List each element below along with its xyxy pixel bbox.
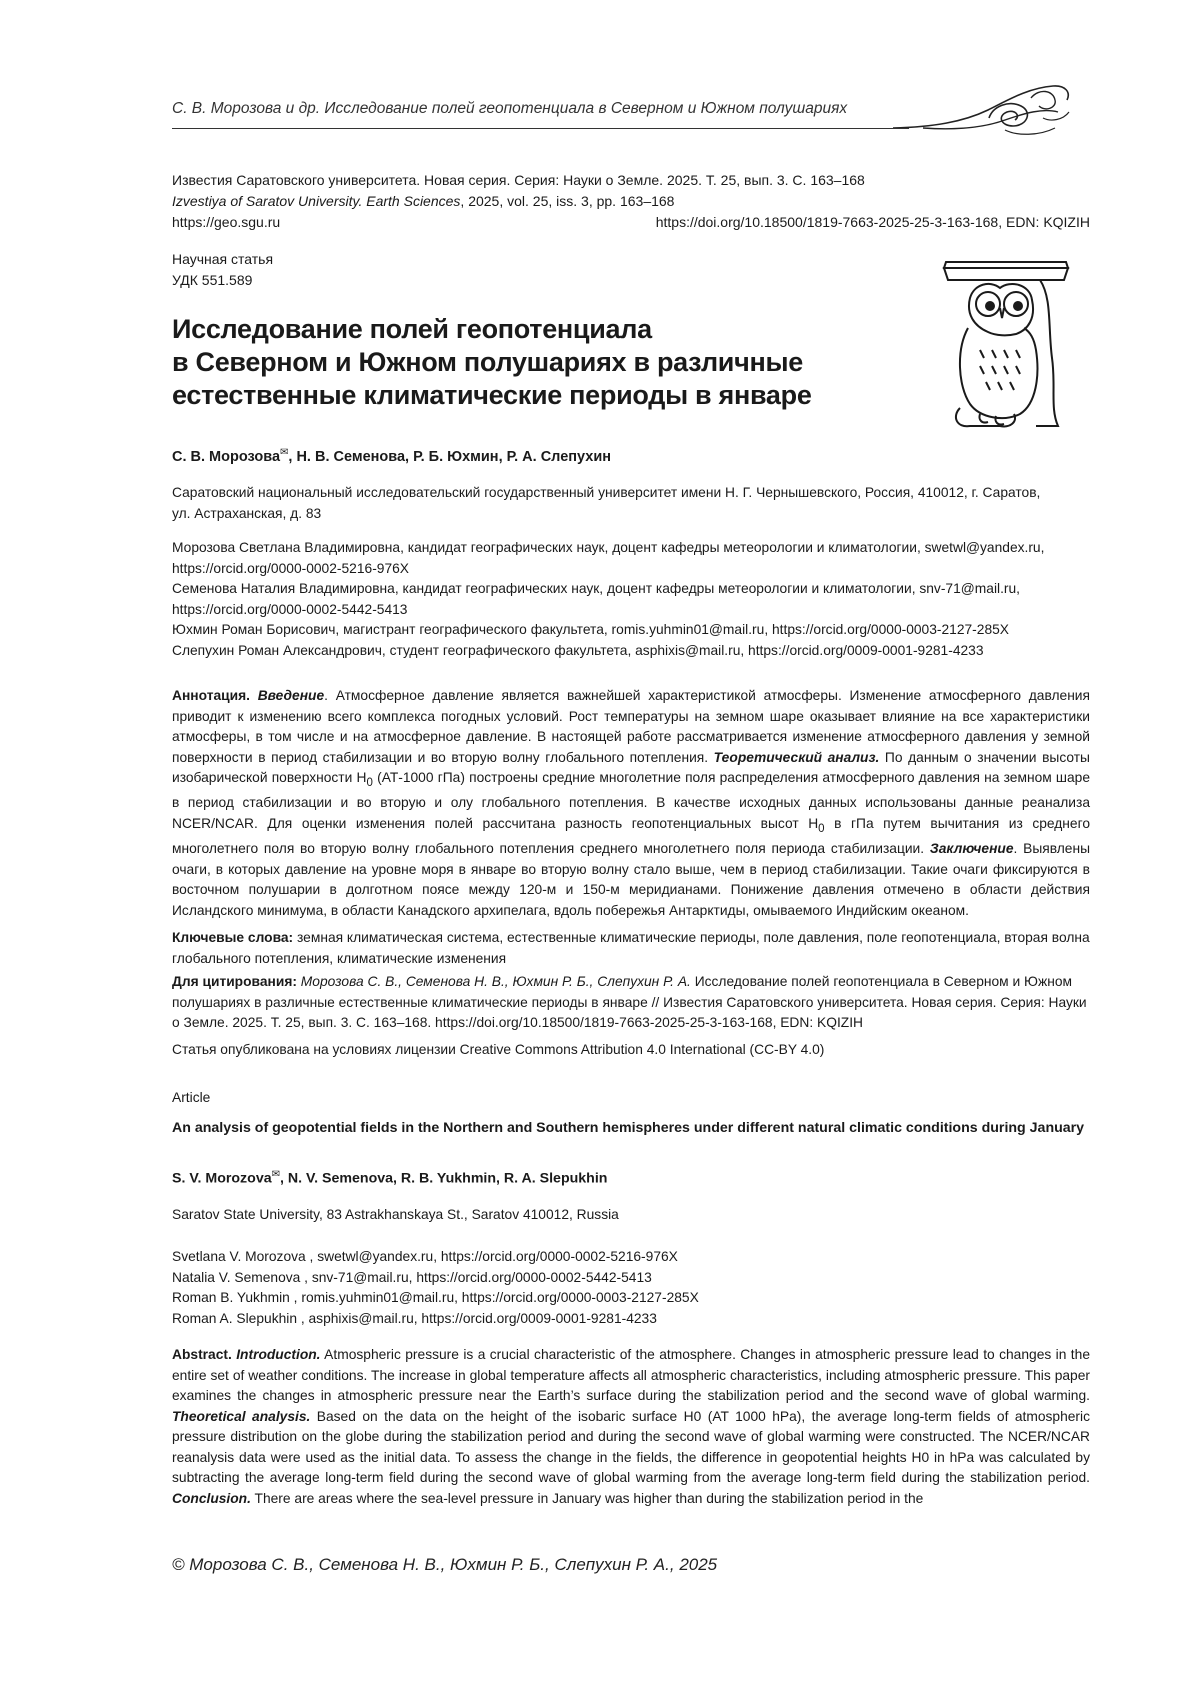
- abstract-ru-label: Аннотация.: [172, 688, 250, 703]
- ornament-icon: [893, 78, 1071, 140]
- udk: УДК 551.589: [172, 270, 273, 291]
- license: Статья опубликована на условиях лицензии Creative Commons Attribution 4.0 International (CC-BY 4.0): [172, 1040, 1090, 1061]
- authors-ru: [172, 447, 611, 465]
- intro-text-ru: . Атмосферное давление является важнейшей характеристикой атмосферы. Изменение атмосферного давления приводит к изменению всего комплекса погодных условий. Рост температуры на земном шаре оказывает влияние на все характеристики атмосферы, в том числе и на атмосферное давление. В настоящей работе рассматривается изменение атмосферного давления у земной поверхности в период стабилизации и во вторую волну глобального потепления.: [172, 688, 1090, 765]
- author-info-line: https://orcid.org/0000-0002-5442-5413: [172, 600, 1090, 621]
- intro-text-en: Atmospheric pressure is a crucial characteristic of the atmosphere. Changes in atmospheric pressure lead to changes in the entire set of weather conditions. The increase in global temperature affects all atmospheric characteristics, including atmospheric pressure. This paper examines the changes in atmospheric pressure near the Earth’s surface during the stabilization period and the second wave of global warming.: [172, 1347, 1090, 1403]
- author-info-en-line: Svetlana V. Morozova , swetwl@yandex.ru, https://orcid.org/0000-0002-5216-976X: [172, 1247, 1090, 1268]
- author-info-line: Слепухин Роман Александрович, студент географического факультета, asphixis@mail.ru, https://orcid.org/0009-0001-9281-4233: [172, 641, 1090, 662]
- ru-source: Известия Саратовского университета. Новая серия. Серия: Науки о Земле. 2025. Т. 25, вып. 3. С. 163–168: [172, 170, 1090, 191]
- article-label-en: Article: [172, 1088, 1090, 1109]
- citation-ru-authors: Морозова С. В., Семенова Н. В., Юхмин Р. Б., Слепухин Р. А.: [297, 974, 691, 989]
- affiliation-ru-line-1: Саратовский национальный исследовательский государственный университет имени Н. Г. Чернышевского, Россия, 410012, г. Саратов,: [172, 483, 1090, 504]
- theory-text-ru-a: По данным о значении высоты изобарической поверхности H: [172, 750, 1090, 786]
- conclusion-text-ru: . Выявлены очаги, в которых давление на уровне моря в январе во вторую волну стало выше, чем в период стабилизации. Такие очаги фиксируются в восточном полушарии в долготном поясе между 120-м и 150-м меридианами. Понижение давления отмечено в области действия Исландского минимума, в области Канадского архипелага, вдоль побережья Антарктиды, омываемого Индийским океаном.: [172, 841, 1090, 918]
- first-author-en: S. V. Morozova: [172, 1171, 272, 1187]
- author-info-line: Семенова Наталия Владимировна, кандидат географических наук, доцент кафедры метеорологии и климатологии, snv-71@mail.ru,: [172, 579, 1090, 600]
- article-kind: [172, 249, 273, 291]
- title-line-2: в Северном и Южном полушариях в различные: [172, 346, 932, 379]
- subscript-zero: 0: [367, 777, 373, 789]
- author-info-en: [172, 1247, 1090, 1329]
- keywords-ru-text: земная климатическая система, естественные климатические периоды, поле давления, поле геопотенциала, вторая волна глобального потепления, климатические изменения: [172, 930, 1090, 966]
- en-rest: , 2025, vol. 25, iss. 3, pp. 163–168: [460, 193, 674, 209]
- conclusion-text-en: There are areas where the sea-level pressure in January was higher than during the stabilization period in the: [251, 1491, 923, 1506]
- keywords-ru: [172, 928, 1090, 969]
- abstract-en: [172, 1345, 1090, 1509]
- affiliation-en: Saratov State University, 83 Astrakhanskaya St., Saratov 410012, Russia: [172, 1205, 1090, 1226]
- first-author-ru: С. В. Морозова: [172, 449, 280, 465]
- journal-meta: [172, 170, 1090, 233]
- header-rule: [172, 128, 909, 129]
- subscript-zero: 0: [818, 823, 824, 835]
- article-title-en: An analysis of geopotential fields in the Northern and Southern hemispheres under different natural climatic conditions during January: [172, 1118, 1090, 1139]
- author-info-en-line: Roman B. Yukhmin , romis.yuhmin01@mail.ru, https://orcid.org/0000-0003-2127-285X: [172, 1288, 1090, 1309]
- author-info-line: Юхмин Роман Борисович, магистрант географического факультета, romis.yuhmin01@mail.ru, https://orcid.org/0000-0003-2127-285X: [172, 620, 1090, 641]
- envelope-icon[interactable]: ✉: [272, 1169, 280, 1180]
- theory-text-en: Based on the data on the height of the isobaric surface H0 (AT 1000 hPa), the average long-term fields of atmospheric pressure distribution on the globe during the stabilization period and during the second wave of global warming were constructed. The NCER/NCAR reanalysis data were used as the initial data. To assess the change in the fields, the difference in geopotential heights H0 in hPa was calculated by subtracting the average long-term field during the second wave of global warming from the average long-term field during the stabilization period.: [172, 1409, 1090, 1486]
- title-line-1: Исследование полей геопотенциала: [172, 313, 932, 346]
- other-authors-en: , N. V. Semenova, R. B. Yukhmin, R. A. Slepukhin: [280, 1171, 607, 1187]
- theory-label-ru: Теоретический анализ.: [714, 750, 880, 765]
- title-line-3: естественные климатические периоды в январе: [172, 379, 932, 412]
- running-head: С. В. Морозова и др. Исследование полей геопотенциала в Северном и Южном полушариях: [172, 100, 847, 118]
- owl-emblem-icon: [940, 258, 1072, 430]
- citation-ru-text: Исследование полей геопотенциала в Северном и Южном полушариях в различные естественные климатические периоды в январе // Известия Саратовского университета. Новая серия. Серия: Науки о Земле. 2025. Т. 25, вып. 3. С. 163–168. https://doi.org/10.18500/1819-7663-2025-25-3-163-168, EDN: KQIZIH: [172, 974, 1087, 1030]
- citation-ru: [172, 972, 1090, 1034]
- affiliation-ru: [172, 483, 1090, 524]
- copyright: © Морозова С. В., Семенова Н. В., Юхмин Р. Б., Слепухин Р. А., 2025: [172, 1555, 717, 1575]
- abstract-en-label: Abstract.: [172, 1347, 232, 1362]
- intro-label-ru: Введение: [258, 688, 324, 703]
- affiliation-ru-line-2: ул. Астраханская, д. 83: [172, 504, 1090, 525]
- author-info-ru: [172, 538, 1090, 661]
- citation-ru-label: Для цитирования:: [172, 974, 297, 989]
- authors-en: [172, 1169, 607, 1187]
- envelope-icon[interactable]: ✉: [280, 447, 288, 458]
- article-type: Научная статья: [172, 249, 273, 270]
- author-info-line: https://orcid.org/0000-0002-5216-976X: [172, 559, 1090, 580]
- theory-text-ru-c: в гПа путем вычитания из среднего многолетнего поля во вторую волну глобального потепления среднего многолетнего поля периода стабилизации.: [172, 816, 1090, 856]
- en-source: [172, 191, 1090, 212]
- abstract-ru: [172, 686, 1090, 921]
- en-journal: Izvestiya of Saratov University. Earth Sciences: [172, 193, 460, 209]
- author-info-en-line: Roman A. Slepukhin , asphixis@mail.ru, https://orcid.org/0009-0001-9281-4233: [172, 1309, 1090, 1330]
- other-authors-ru: , Н. В. Семенова, Р. Б. Юхмин, Р. А. Слепухин: [288, 449, 611, 465]
- article-title-ru: [172, 313, 932, 412]
- conclusion-label-ru: Заключение: [930, 841, 1014, 856]
- keywords-ru-label: Ключевые слова:: [172, 930, 293, 945]
- author-info-line: Морозова Светлана Владимировна, кандидат географических наук, доцент кафедры метеорологии и климатологии, swetwl@yandex.ru,: [172, 538, 1090, 559]
- doi-link[interactable]: https://doi.org/10.18500/1819-7663-2025-25-3-163-168, EDN: KQIZIH: [656, 212, 1090, 233]
- author-info-en-line: Natalia V. Semenova , snv-71@mail.ru, https://orcid.org/0000-0002-5442-5413: [172, 1268, 1090, 1289]
- journal-site-link[interactable]: https://geo.sgu.ru: [172, 212, 280, 233]
- theory-label-en: Theoretical analysis.: [172, 1409, 310, 1424]
- intro-label-en: Introduction.: [236, 1347, 320, 1362]
- conclusion-label-en: Conclusion.: [172, 1491, 251, 1506]
- theory-text-ru-b: (АТ-1000 гПа) построены средние многолетние поля распределения атмосферного давления на земном шаре в период стабилизации и во вторую и олу глобального потепления. В качестве исходных данных использованы данные реанализа NCER/NCAR. Для оценки изменения полей рассчитана разность геопотенциальных высот H: [172, 770, 1090, 831]
